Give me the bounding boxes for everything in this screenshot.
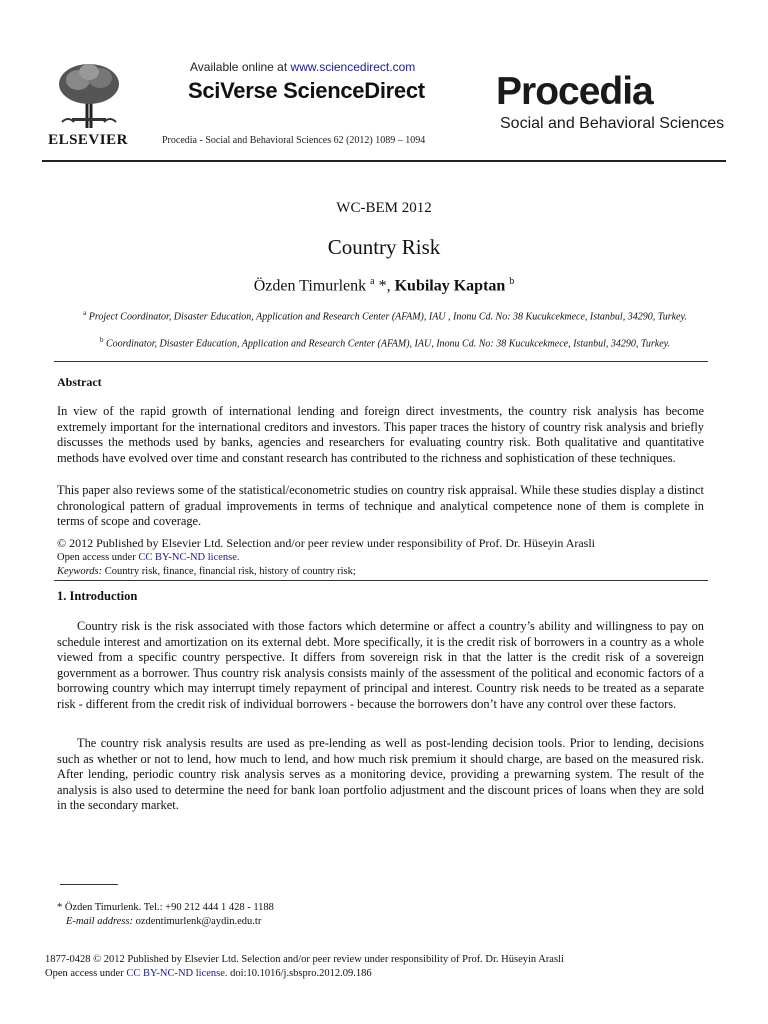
available-prefix: Available online at — [190, 60, 291, 74]
affiliation-a-mark: a — [83, 309, 87, 317]
keywords-list: Country risk, finance, financial risk, history of country risk; — [102, 566, 356, 577]
affiliation-a — [60, 307, 710, 323]
author-1: Özden Timurlenk — [253, 277, 367, 295]
open-access-prefix: Open access under — [57, 552, 139, 563]
footer-copyright: 1877-0428 © 2012 Published by Elsevier Ltd. Selection and/or peer review under responsibility of Prof. Dr. Hüseyin Arasli — [45, 954, 564, 965]
abstract-paragraph-1: In view of the rapid growth of international lending and foreign direct investments, the country risk analysis has become extremely important for the international creditors and investors. This paper traces the history of country risk analysis and briefly discusses the methods used by banks, agencies and researchers for evaluating country risk. Both qualitative and quantitative methods have evolved over time and constant research has contributed to the richness and sophistication of these techniques. — [57, 404, 704, 465]
article-title: Country Risk — [327, 235, 441, 259]
elsevier-tree-logo-icon — [54, 62, 124, 128]
abstract-paragraph-2: This paper also reviews some of the statistical/econometric studies on country risk appraisal. While these studies display a distinct chronological pattern of gradual improvements in terms of technique and analytical competence none of them is complete in terms of scope and coverage. — [57, 483, 704, 529]
author-list — [0, 276, 768, 295]
affiliation-a-text: Project Coordinator, Disaster Education, Application and Research Center (AFAM), IAU , Inonu Cd. No: 38 Kucukcekmece, Istanbul, 34290, Turkey. — [88, 311, 687, 323]
footer-license-link[interactable]: CC BY-NC-ND license. — [126, 968, 228, 979]
license-link[interactable]: CC BY-NC-ND license. — [138, 552, 240, 563]
email-address[interactable]: ozdentimurlenk@aydin.edu.tr — [132, 916, 262, 927]
email-label: E-mail address: — [66, 916, 133, 927]
author-1-affiliation-mark: a — [370, 276, 375, 287]
footer-open-access — [45, 968, 372, 979]
sciencedirect-link[interactable]: www.sciencedirect.com — [290, 60, 416, 74]
section-heading-introduction: 1. Introduction — [57, 589, 138, 603]
available-online — [190, 60, 415, 74]
abstract-bottom-rule — [54, 580, 708, 581]
keywords-line — [57, 566, 356, 577]
conference-name: WC-BEM 2012 — [336, 200, 432, 216]
platform-name: SciVerse ScienceDirect — [188, 78, 425, 103]
journal-brand-subtitle: Social and Behavioral Sciences — [500, 115, 725, 132]
footnote-contact: * Özden Timurlenk. Tel.: +90 212 444 1 428 - 1188 — [57, 902, 274, 913]
doi: doi:10.1016/j.sbspro.2012.09.186 — [227, 968, 372, 979]
footer-oa-prefix: Open access under — [45, 968, 127, 979]
journal-brand: Procedia — [496, 70, 653, 113]
introduction-paragraph-1: Country risk is the risk associated with those factors which determine or affect a country’s ability and willingness to pay on schedule interest and amortization on its external debt. More specifically, it is the credit risk of borrowers in a country as a whole viewed from a specific country perspective. It differs from sovereign risk in that the latter is the credit risk of a sovereign government as a borrower. Thus country risk analysis consists mainly of the assessment of the political and economic factors of a borrowing country which may interrupt timely repayment of principal and interest. Country risk needs to be treated as a separate risk - different from the credit risk of individual borrowers - because the borrowers don’t have any control over these factors. — [57, 619, 704, 711]
affiliation-b-text: Coordinator, Disaster Education, Application and Research Center (AFAM), IAU, Inonu Cd. No: 38 Kucukcekmece, Istanbul, 34290, Turkey. — [105, 338, 671, 350]
footnote-email — [66, 916, 261, 927]
affiliation-b-mark: b — [99, 336, 104, 344]
abstract-top-rule — [54, 361, 708, 362]
header-divider — [42, 160, 726, 162]
keywords-label: Keywords: — [57, 566, 103, 577]
copyright-line: © 2012 Published by Elsevier Ltd. Selection and/or peer review under responsibility of Prof. Dr. Hüseyin Arasli — [57, 536, 596, 550]
open-access-line — [57, 552, 240, 563]
footnote-rule — [60, 884, 118, 885]
journal-reference: Procedia - Social and Behavioral Sciences 62 (2012) 1089 – 1094 — [162, 135, 426, 146]
publisher-name: ELSEVIER — [48, 132, 128, 148]
author-2-affiliation-mark: b — [509, 276, 515, 287]
affiliation-b — [60, 334, 710, 350]
author-2: Kubilay Kaptan — [394, 277, 506, 295]
abstract-heading: Abstract — [57, 375, 102, 389]
corresponding-mark: *, — [374, 277, 395, 295]
introduction-paragraph-2: The country risk analysis results are used as pre-lending as well as post-lending decision tools. Prior to lending, decisions such as whether or not to lend, how much to lend, and how much risk premium it should charge, are based on the measured risk. After lending, periodic country risk analysis serves as a monitoring device, providing a prewarning system. The result of the analysis is also used to determine the need for bank loan portfolio adjustment and the discount prices of loans when they are sold in the secondary market. — [57, 736, 704, 813]
